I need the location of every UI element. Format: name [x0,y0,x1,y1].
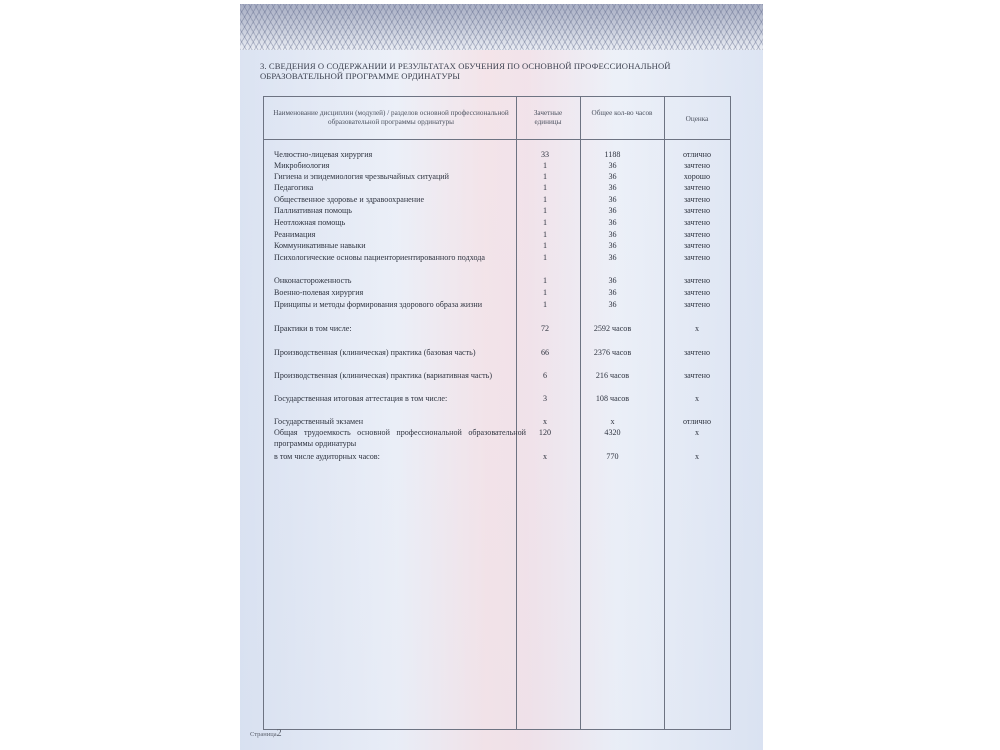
cell-hours: 36 [608,230,617,239]
cell-grade: отлично [682,417,712,426]
cell-hours: 36 [608,241,617,250]
cell-grade: х [694,394,700,403]
cell-credits: 66 [540,348,550,357]
cell-grade: зачтено [683,348,711,357]
cell-credits: 1 [542,172,548,181]
cell-grade: хорошо [683,172,711,181]
cell-credits: 1 [542,183,548,192]
cell-credits: 1 [542,206,548,215]
cell-grade: зачтено [683,300,711,309]
cell-grade: зачтено [683,371,711,380]
cell-credits: 72 [540,324,550,333]
header-hours: Общее кол-во часов [591,109,653,117]
cell-hours: 36 [608,172,617,181]
cell-hours: 36 [608,276,617,285]
cell-hours: 36 [608,253,617,262]
page-label [250,728,282,739]
cell-grade: отлично [682,150,712,159]
cell-name: Онконастороженность [274,276,352,285]
cell-hours: 4320 [604,428,621,437]
cell-hours: 36 [608,161,617,170]
cell-credits: 3 [542,394,548,403]
cell-hours: 36 [608,218,617,227]
cell-name: Государственная итоговая аттестация в том числе: [274,394,448,403]
cell-grade: зачтено [683,230,711,239]
cell-name: Производственная (клиническая) практика (вариативная часть) [274,371,493,380]
header-divider [264,139,730,140]
page-word: Страница [250,731,277,738]
header-name: Наименование дисциплин (модулей) / разделов основной профессиональной образовательной программы ординатуры [273,109,509,126]
cell-name: Психологические основы пациенториентированного подхода [274,253,486,262]
cell-credits: 1 [542,288,548,297]
cell-credits: 1 [542,300,548,309]
cell-hours: 1188 [604,150,621,159]
cell-credits: 1 [542,253,548,262]
cell-grade: х [694,324,700,333]
cell-name: Гигиена и эпидемиология чрезвычайных ситуаций [274,172,449,181]
cell-grade: зачтено [683,253,711,262]
cell-hours: 36 [608,206,617,215]
cell-hours: 108 часов [595,394,630,403]
cell-grade: зачтено [683,288,711,297]
cell-grade: х [694,428,700,437]
cell-grade: зачтено [683,241,711,250]
cell-credits: 120 [538,428,552,437]
cell-grade: зачтено [683,195,711,204]
cell-grade: зачтено [683,276,711,285]
cell-credits: 1 [542,161,548,170]
cell-hours: 770 [606,452,619,461]
cell-hours: 2376 часов [593,348,632,357]
cell-grade: зачтено [683,218,711,227]
cell-name: в том числе аудиторных часов: [274,452,380,461]
cell-credits: 1 [542,195,548,204]
cell-credits: 1 [542,230,548,239]
cell-name: Военно-полевая хирургия [274,288,364,297]
cell-name: Коммуникативные навыки [274,241,366,250]
cell-name: Реанимация [274,230,316,239]
cell-hours: х [610,417,615,426]
cell-credits: х [542,417,548,426]
cell-name: Принципы и методы формирования здорового образа жизни [274,300,483,309]
results-table [263,96,731,730]
cell-hours: 36 [608,183,617,192]
cell-credits: 1 [542,241,548,250]
cell-hours: 216 часов [595,371,630,380]
cell-grade: зачтено [683,161,711,170]
page-number: 2 [276,728,282,739]
cell-hours: 36 [608,288,617,297]
cell-name: Общественное здоровье и здравоохранение [274,195,425,204]
cell-name: Паллиативная помощь [274,206,352,215]
diploma-sheet [240,4,763,750]
cell-grade: х [694,452,700,461]
cell-name: Челюстно-лицевая хирургия [274,150,373,159]
cell-name: Практики в том числе: [274,324,352,333]
cell-name: Производственная (клиническая) практика (базовая часть) [274,348,476,357]
header-credits: Зачетные единицы [533,109,563,126]
cell-grade: зачтено [683,183,711,192]
cell-credits: 1 [542,218,548,227]
cell-name: Государственный экзамен [274,417,364,426]
cell-name: Педагогика [274,183,314,192]
cell-hours: 36 [608,300,617,309]
cell-credits: х [542,452,548,461]
cell-credits: 6 [542,371,548,380]
guilloche-border [240,4,763,50]
cell-credits: 33 [540,150,550,159]
cell-hours: 36 [608,195,617,204]
cell-name: Общая трудоемкость основной профессиональной образовательной программы ординатуры [274,428,526,448]
header-grade: Оценка [685,115,709,123]
section-title: 3. СВЕДЕНИЯ О СОДЕРЖАНИИ И РЕЗУЛЬТАТАХ ОБУЧЕНИЯ ПО ОСНОВНОЙ ПРОФЕССИОНАЛЬНОЙ ОБРАЗОВАТЕЛЬНОЙ ПРОГРАММЕ ОРДИНАТУРЫ [260,61,671,81]
cell-hours: 2592 часов [593,324,632,333]
cell-credits: 1 [542,276,548,285]
cell-grade: зачтено [683,206,711,215]
cell-name: Микробиология [274,161,330,170]
cell-name: Неотложная помощь [274,218,346,227]
